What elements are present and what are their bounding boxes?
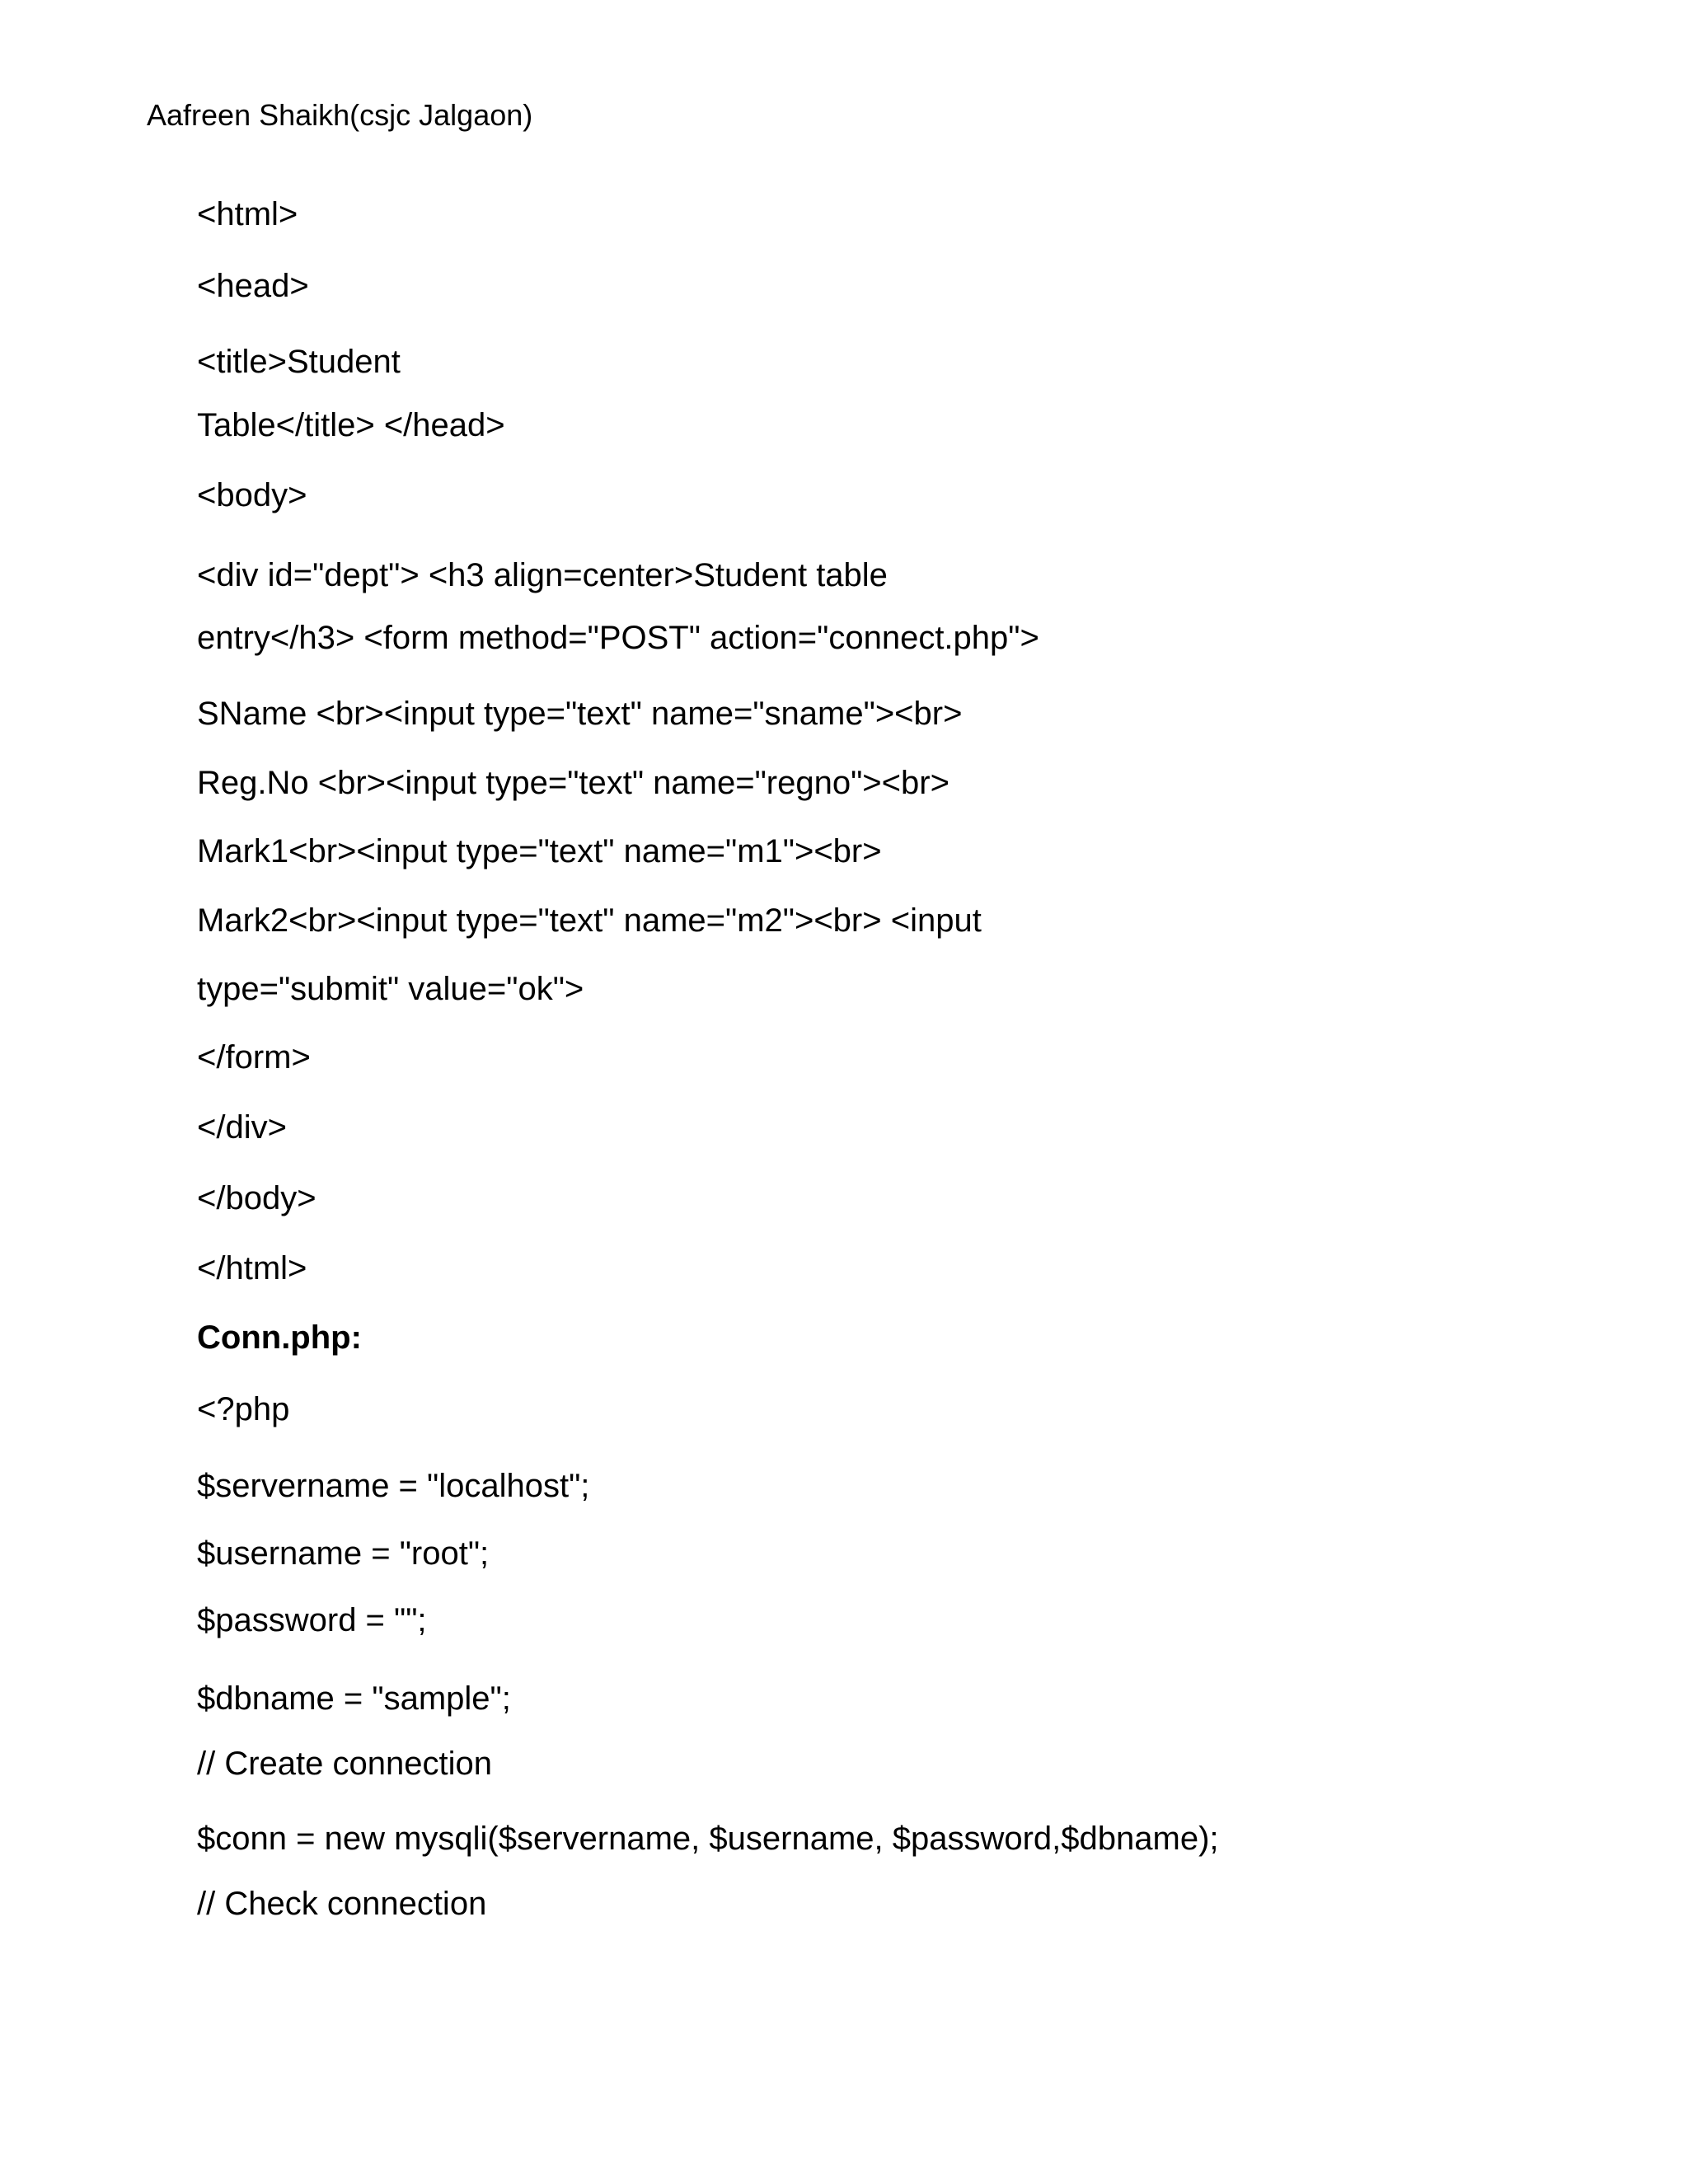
code-line-html-open: <html> bbox=[197, 196, 298, 232]
code-line-form-open: entry</h3> <form method="POST" action="connect.php"> bbox=[197, 620, 1039, 656]
code-line-password: $password = ""; bbox=[197, 1602, 427, 1638]
page-header: Aafreen Shaikh(csjc Jalgaon) bbox=[147, 98, 533, 132]
code-line-title: <title>Student bbox=[197, 344, 401, 380]
code-line-submit: type="submit" value="ok"> bbox=[197, 971, 584, 1007]
code-line-head-open: <head> bbox=[197, 268, 309, 304]
code-line-body-close: </body> bbox=[197, 1180, 316, 1216]
code-line-php-open: <?php bbox=[197, 1391, 290, 1427]
code-line-mark1: Mark1<br><input type="text" name="m1"><br> bbox=[197, 833, 882, 869]
code-line-title-close: Table</title> </head> bbox=[197, 407, 505, 443]
code-line-div-h3: <div id="dept"> <h3 align=center>Student table bbox=[197, 557, 888, 593]
code-line-html-close: </html> bbox=[197, 1250, 307, 1286]
code-line-body-open: <body> bbox=[197, 477, 307, 513]
section-heading-conn-php: Conn.php: bbox=[197, 1319, 362, 1356]
code-line-mark2: Mark2<br><input type="text" name="m2"><br> <input bbox=[197, 902, 982, 939]
code-line-conn-new: $conn = new mysqli($servername, $username, $password,$dbname); bbox=[197, 1821, 1219, 1857]
code-line-dbname: $dbname = "sample"; bbox=[197, 1680, 511, 1717]
code-line-username: $username = "root"; bbox=[197, 1535, 490, 1572]
code-line-servername: $servername = "localhost"; bbox=[197, 1468, 590, 1504]
code-line-form-close: </form> bbox=[197, 1039, 311, 1076]
code-line-div-close: </div> bbox=[197, 1109, 287, 1146]
code-line-sname: SName <br><input type="text" name="sname"><br> bbox=[197, 696, 963, 732]
code-line-comment-check: // Check connection bbox=[197, 1886, 487, 1922]
code-line-regno: Reg.No <br><input type="text" name="regno"><br> bbox=[197, 765, 950, 801]
code-line-comment-create: // Create connection bbox=[197, 1746, 492, 1782]
